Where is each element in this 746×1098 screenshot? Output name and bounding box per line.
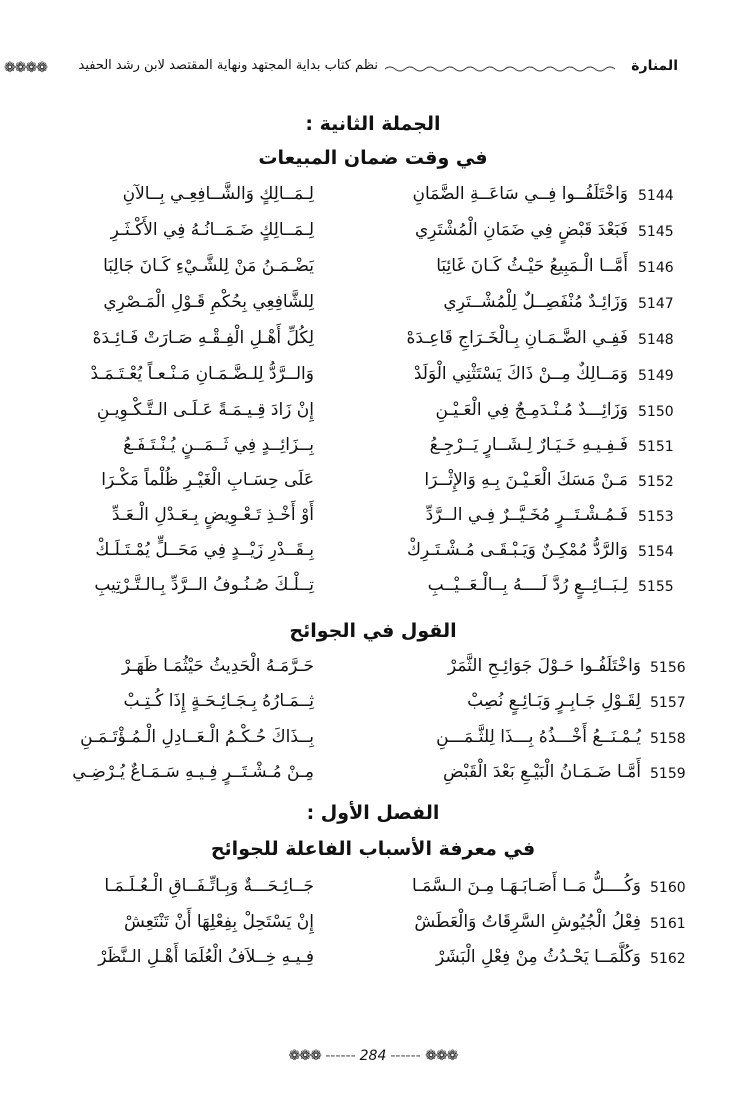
verse-first-hemistich: وَزَائِـدٌ مُنْفَصِــلٌ لِلْمُشْــتَرِي — [443, 292, 628, 312]
verse-second-hemistich: لِـمَــالِكٍ ضَـمَــانُـهُ فِي الأَكْـثَـرِ — [110, 220, 314, 240]
verse-second-hemistich: فِـيـهِ خِــلاَفُ الْعُلَمَا أَهْـلِ الـنَّظَرْ — [98, 947, 314, 967]
verse-number: 5157 — [650, 695, 686, 711]
verse — [0, 290, 746, 326]
footer-ornament-left: ❁❁❁ — [288, 1048, 321, 1064]
verse-second-hemistich: بِــزَائِــدٍ فِي ثَــمَــنٍ يُـنْـتَـفَـعُ — [123, 435, 314, 455]
wave-divider — [385, 64, 620, 74]
verse-second-hemistich: ثِــمَـارُهُ بِـجَـائِـحَـةٍ إِذَا كُـتِـبْ — [123, 691, 314, 711]
verse — [0, 760, 746, 796]
verse-first-hemistich: وَاخْتَلَفُـوا حَـوْلَ جَوَائِـحِ الثَّمَرْ — [447, 656, 641, 676]
verse-second-hemistich: أَوْ أَخْـذِ تَـعْـوِيضٍ بِـعَـدْلِ الْـعَـدِّ — [111, 505, 314, 525]
verse-number: 5151 — [638, 439, 674, 455]
verse — [0, 945, 746, 981]
verse-number: 5152 — [638, 474, 674, 490]
page-header — [0, 0, 746, 92]
verse-first-hemistich: لِـبَــائِــعٍ رُدَّ لَــــهُ بِــالْـعَــيْــبِ — [427, 575, 628, 595]
verse-second-hemistich: بِـقَــدْرِ زَيْــدٍ فِي مَحَــلٍّ يُمْـتَـلَـكْ — [95, 540, 314, 560]
verse-first-hemistich: وَكُلَّمَــا يَحْـدُثُ مِنْ فِعْلِ الْبَشَرْ — [436, 947, 641, 967]
verse-number: 5144 — [638, 188, 674, 204]
verse-first-hemistich: فِعْلُ الْجُيُوشِ السَّرِقَاتُ وَالْعَطَشْ — [414, 912, 641, 932]
page-footer: ❁❁❁ ------ 284 ------ ❁❁❁ — [288, 1048, 458, 1064]
verse-number: 5148 — [638, 332, 674, 348]
header-ornament: ❁❁❁❁ — [4, 60, 47, 76]
verse-second-hemistich: لِلشَّافِعِي بِحُكْمِ قَـوْلِ الْمَـصْرِي — [103, 292, 314, 312]
verse — [0, 538, 746, 574]
verse — [0, 362, 746, 398]
verse-first-hemistich: أَمَّــا الْـمَبِيعُ حَيْـثُ كَـانَ غَائِبَا — [436, 256, 628, 276]
verse — [0, 468, 746, 504]
verse-first-hemistich: فَبَعْدَ قَبْضٍ فِي ضَمَانِ الْمُشْتَرِي — [414, 220, 628, 240]
verse-number: 5153 — [638, 509, 674, 525]
verse — [0, 725, 746, 761]
section-heading: في وقت ضمان المبيعات — [258, 147, 488, 169]
verse-first-hemistich: يُـمْـنَــعُ أَخْـــذُهُ بِـــذَا لِلثَّـمَـــنِ — [436, 727, 641, 747]
verse-second-hemistich: لِكُلِّ أَهْـلِ الْفِـقْـهِ صَـارَتْ فَـائِـدَهْ — [92, 328, 314, 348]
verse — [0, 326, 746, 362]
verse-first-hemistich: فَفِـي الضَّـمَـانِ بِـالْخَـرَاجِ قَاعِـدَهْ — [406, 328, 628, 348]
verse-second-hemistich: إِنْ يَسْتَحِلْ بِفِعْلِهَا أَنْ تَنْتَعِشْ — [124, 912, 314, 932]
verse-number: 5147 — [638, 296, 674, 312]
verse — [0, 573, 746, 609]
section-heading: الجملة الثانية : — [305, 113, 441, 135]
section-heading: في معرفة الأسباب الفاعلة للجوائح — [210, 838, 536, 860]
footer-ornament-right: ❁❁❁ — [425, 1048, 458, 1064]
verse — [0, 503, 746, 539]
verse-number: 5145 — [638, 224, 674, 240]
verse-number: 5160 — [650, 880, 686, 896]
verse-number: 5154 — [638, 544, 674, 560]
verse-second-hemistich: إِنْ زَادَ قِـيـمَـةً عَـلَـى الـتَّـكْـوِيـنِ — [96, 400, 314, 420]
verse-number: 5159 — [650, 766, 686, 782]
verse-first-hemistich: وَاخْتَلَفُــوا فِــي سَاعَــةِ الضَّمَانِ — [412, 184, 628, 204]
verse — [0, 910, 746, 946]
running-title: المنارة — [631, 58, 678, 74]
verse-second-hemistich: بِــذَاكَ حُـكْـمُ الْـعَــادِلِ الْـمُـؤْتَـمَـنِ — [80, 727, 314, 747]
verse — [0, 218, 746, 254]
verse-number: 5156 — [650, 660, 686, 676]
verse — [0, 398, 746, 434]
verse-second-hemistich: عَلَى حِسَـابِ الْغَيْـرِ ظُلْماً مَكْـرَا — [101, 470, 314, 490]
verse-second-hemistich: لِـمَــالِكٍ وَالشَّــافِعِـي بِــالآنِ — [122, 184, 314, 204]
verse-first-hemistich: وَالرَّدُّ مُمْكِـنٌ وَيَـبْـقَـى مُـشْـتَـرِكْ — [406, 540, 628, 560]
verse-first-hemistich: مَـنْ مَسَكَ الْعَـيْـنَ بِـهِ وَالإِثْــرَا — [424, 470, 628, 490]
section-heading: الفصل الأول : — [306, 802, 440, 824]
verse — [0, 689, 746, 725]
verse-first-hemistich: وَكُــــلُّ مَــا أَصَـابَـهَـا مِـنَ الـسَّمَـا — [411, 876, 641, 896]
section-heading: القول في الجوائح — [289, 620, 457, 642]
verse-first-hemistich: فَـمُـشْـتَــرٍ مُخَـيَّــرٌ فِـي الــرَّدِّ — [425, 505, 628, 525]
verse-second-hemistich: وَالــرَّدُّ لِلـضَّـمَـانِ مَـنْـعـاً يُعْـتَـمَـدْ — [90, 364, 314, 384]
verse — [0, 433, 746, 469]
verse-first-hemistich: لِقَـوْلِ جَـابِـرٍ وَبَـائِـعٍ نُصِبْ — [467, 691, 641, 711]
verse — [0, 182, 746, 218]
verse-second-hemistich: جَــائِـحَـــةٌ وَبِـاتِّـفَــاقِ الْـعُـلَـمَـا — [104, 876, 314, 896]
verse-number: 5158 — [650, 731, 686, 747]
verse-number: 5162 — [650, 951, 686, 967]
verse-first-hemistich: وَمَــالِكٌ مِــنْ ذَاكَ يَسْتَثْنِي الْوَلَدْ — [413, 364, 628, 384]
verse — [0, 874, 746, 910]
book-title: نظم كتاب بداية المجتهد ونهاية المقتصد لابن رشد الحفيد — [78, 58, 378, 73]
verse-first-hemistich: أَمَّـا ضَـمَـانُ الْبَيْـعِ بَعْدَ الْقَبْضِ — [443, 762, 641, 782]
verse-number: 5146 — [638, 260, 674, 276]
page-number: 284 — [359, 1048, 387, 1064]
verse-second-hemistich: مِـنْ مُـشْـتَــرٍ فِـيـهِ سَـمَـاعٌ يُـرْضِـي — [72, 762, 314, 782]
verse — [0, 254, 746, 290]
verse-second-hemistich: تِــلْـكَ صُـنُـوفُ الــرَّدِّ بِـالـتَّـرْتِيبِ — [94, 575, 314, 595]
verse-number: 5161 — [650, 916, 686, 932]
verse-number: 5155 — [638, 579, 674, 595]
verse-first-hemistich: وَزَائِـــدٌ مُـنْـدَمِـجٌ فِي الْعَـيْـنِ — [435, 400, 628, 420]
verse-first-hemistich: فَـفِـيـهِ خَـيَـارٌ لِـشَــارٍ يَــرْجِـعُ — [429, 435, 628, 455]
verse-second-hemistich: يَضْـمَـنُ مَنْ لِلشَّـيْءِ كَـانَ جَالِبَا — [103, 256, 314, 276]
verse-number: 5149 — [638, 368, 674, 384]
verse — [0, 654, 746, 690]
verse-second-hemistich: حَـرَّمَـهُ الْحَدِيثُ حَيْثُمَـا ظَهَـرْ — [122, 656, 314, 676]
verse-number: 5150 — [638, 404, 674, 420]
